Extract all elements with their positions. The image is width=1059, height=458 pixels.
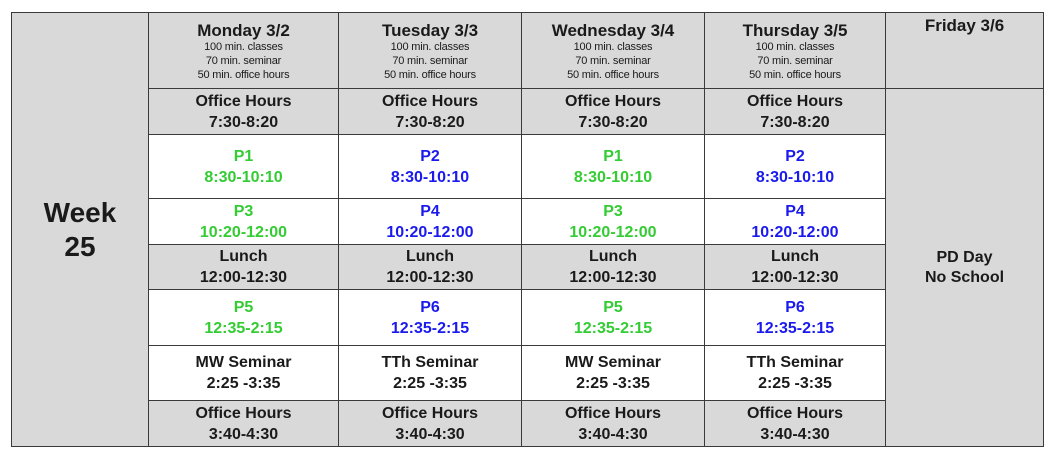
block-time: 12:00-12:30	[569, 269, 657, 286]
week-label-cell	[12, 13, 149, 447]
block-title: P5	[233, 298, 254, 316]
block-time: 12:35-2:15	[755, 319, 835, 337]
schedule-cell	[339, 199, 522, 245]
block-title: P1	[603, 147, 623, 165]
block-title: TTh Seminar	[381, 354, 479, 371]
block-title: Office Hours	[746, 92, 843, 110]
block-title: Lunch	[589, 248, 637, 265]
pd-day-text: No School	[924, 268, 1005, 286]
schedule-cell	[705, 245, 886, 290]
schedule-cell	[339, 346, 522, 401]
schedule-cell	[339, 89, 522, 135]
block-title: Office Hours	[564, 404, 661, 422]
day-name: Tuesday 3/3	[381, 20, 479, 40]
day-name: Thursday 3/5	[742, 20, 848, 40]
block-title: P2	[785, 147, 805, 165]
block-title: P1	[233, 147, 254, 165]
block-time: 3:40-4:30	[208, 425, 279, 443]
block-time: 7:30-8:20	[208, 113, 279, 131]
block-time: 7:30-8:20	[760, 113, 830, 131]
day-header	[705, 13, 886, 89]
block-title: Lunch	[219, 248, 268, 265]
schedule-cell	[705, 346, 886, 401]
block-title: Office Hours	[195, 92, 292, 110]
block-time: 2:25 -3:35	[393, 375, 467, 392]
block-title: Office Hours	[195, 404, 292, 422]
block-time: 8:30-10:10	[573, 168, 653, 186]
block-time: 2:25 -3:35	[206, 375, 281, 392]
schedule-cell	[339, 290, 522, 346]
week-label: 25	[64, 230, 96, 262]
block-time: 8:30-10:10	[204, 168, 283, 186]
block-title: MW Seminar	[564, 354, 661, 371]
schedule-cell	[149, 401, 339, 447]
friday-pd-day-cell	[886, 89, 1044, 447]
block-time: 7:30-8:20	[395, 113, 465, 131]
block-time: 12:35-2:15	[573, 319, 653, 337]
block-time: 12:00-12:30	[199, 269, 288, 286]
block-title: Lunch	[771, 248, 819, 265]
block-time: 12:35-2:15	[390, 319, 470, 337]
day-note: 70 min. seminar	[205, 54, 282, 67]
schedule-cell	[522, 89, 705, 135]
pd-day-text: PD Day	[936, 248, 993, 266]
block-title: Office Hours	[564, 92, 661, 110]
block-time: 10:20-12:00	[751, 223, 839, 241]
block-title: MW Seminar	[195, 354, 292, 371]
schedule-cell	[149, 346, 339, 401]
schedule-cell	[522, 135, 705, 199]
week-label: Week	[43, 196, 117, 228]
schedule-cell	[339, 245, 522, 290]
day-note: 50 min. office hours	[567, 68, 659, 81]
day-note: 50 min. office hours	[384, 68, 476, 81]
day-note: 100 min. classes	[755, 40, 835, 53]
day-header	[339, 13, 522, 89]
schedule-cell	[522, 290, 705, 346]
block-title: P2	[420, 147, 440, 165]
day-note: 70 min. seminar	[757, 54, 833, 67]
block-title: P3	[603, 202, 623, 220]
day-header	[522, 13, 705, 89]
schedule-cell	[149, 290, 339, 346]
block-time: 12:35-2:15	[204, 319, 283, 337]
schedule-cell	[522, 245, 705, 290]
block-title: Office Hours	[381, 404, 478, 422]
day-name: Monday 3/2	[197, 20, 290, 40]
day-name: Wednesday 3/4	[551, 20, 675, 40]
day-note: 70 min. seminar	[575, 54, 651, 67]
day-note: 100 min. classes	[573, 40, 653, 53]
block-time: 2:25 -3:35	[758, 375, 832, 392]
block-time: 3:40-4:30	[395, 425, 465, 443]
schedule-cell	[149, 199, 339, 245]
schedule-cell	[522, 199, 705, 245]
block-title: Office Hours	[746, 404, 843, 422]
week-schedule-table	[11, 12, 1044, 447]
block-time: 12:00-12:30	[751, 269, 839, 286]
schedule-cell	[522, 401, 705, 447]
block-title: P4	[785, 202, 805, 220]
schedule-cell	[705, 135, 886, 199]
block-time: 8:30-10:10	[390, 168, 470, 186]
day-note: 100 min. classes	[390, 40, 470, 53]
block-title: P6	[785, 298, 805, 316]
block-time: 3:40-4:30	[578, 425, 648, 443]
schedule-cell	[149, 89, 339, 135]
schedule-cell	[705, 199, 886, 245]
block-time: 10:20-12:00	[386, 223, 474, 241]
block-time: 12:00-12:30	[386, 269, 474, 286]
block-time: 8:30-10:10	[755, 168, 835, 186]
block-title: P3	[233, 202, 254, 220]
schedule-cell	[705, 401, 886, 447]
block-time: 10:20-12:00	[199, 223, 288, 241]
schedule-cell	[339, 135, 522, 199]
block-title: TTh Seminar	[746, 354, 844, 371]
block-time: 10:20-12:00	[569, 223, 657, 241]
header-row	[12, 13, 1044, 89]
day-note: 50 min. office hours	[749, 68, 841, 81]
block-title: P4	[420, 202, 440, 220]
block-title: P5	[603, 298, 623, 316]
schedule-cell	[705, 89, 886, 135]
block-title: P6	[420, 298, 440, 316]
schedule-cell	[705, 290, 886, 346]
schedule-cell	[522, 346, 705, 401]
schedule-cell	[149, 135, 339, 199]
block-time: 7:30-8:20	[578, 113, 648, 131]
block-title: Lunch	[406, 248, 454, 265]
schedule-row	[12, 89, 1044, 135]
schedule-cell	[149, 245, 339, 290]
schedule-cell	[339, 401, 522, 447]
day-note: 50 min. office hours	[197, 68, 290, 81]
day-header	[149, 13, 339, 89]
day-name: Friday 3/6	[924, 16, 1005, 35]
day-note: 100 min. classes	[204, 40, 283, 53]
block-time: 2:25 -3:35	[576, 375, 650, 392]
block-title: Office Hours	[381, 92, 478, 110]
day-header	[886, 13, 1044, 89]
day-note: 70 min. seminar	[392, 54, 468, 67]
block-time: 3:40-4:30	[760, 425, 830, 443]
